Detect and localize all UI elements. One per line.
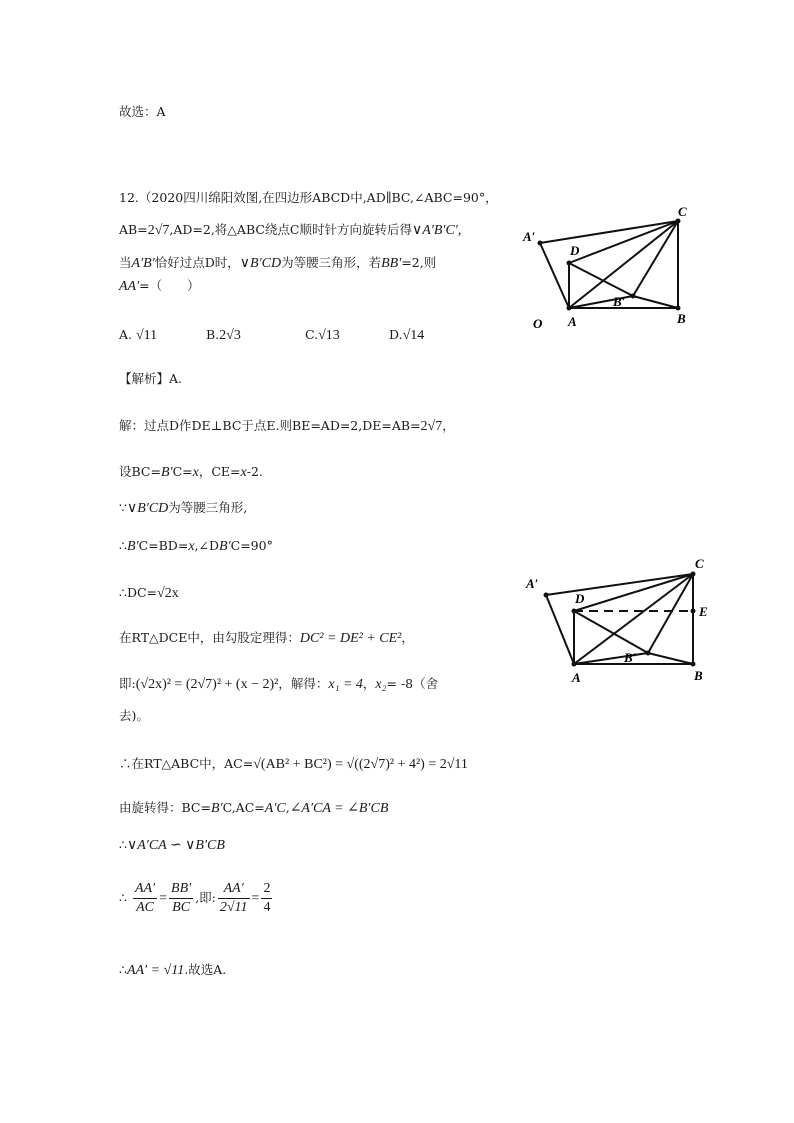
math: x xyxy=(188,539,195,554)
option-value: √11 xyxy=(136,328,158,343)
problem-header xyxy=(119,188,498,208)
text: = -8（舍 xyxy=(386,676,439,691)
text: C= xyxy=(172,464,193,479)
solution-line-9 xyxy=(119,754,468,775)
label-a: A xyxy=(568,314,577,329)
solution-line-6 xyxy=(119,628,414,649)
text: =2,则 xyxy=(401,255,437,270)
option-label: B. xyxy=(206,327,220,342)
denominator: AC xyxy=(136,900,154,915)
label-d: D xyxy=(575,591,585,606)
math: B′ xyxy=(210,801,223,816)
math: ∨B′CD xyxy=(239,256,282,271)
option-label: D. xyxy=(389,327,403,342)
label-e: E xyxy=(699,604,708,619)
solution-line-3 xyxy=(119,498,247,519)
text: ，CE= xyxy=(198,464,241,479)
text: ∴ xyxy=(119,837,127,852)
math: √2x xyxy=(157,586,179,601)
text: .故选A. xyxy=(184,962,227,977)
text: C=90° xyxy=(230,538,273,553)
solution-line-12 xyxy=(119,880,274,917)
equals: = xyxy=(159,891,168,906)
segment-b1b xyxy=(633,296,678,308)
text: 即: xyxy=(119,676,136,691)
solution-line-4 xyxy=(119,536,273,557)
text: ∴DC= xyxy=(119,585,158,600)
option-label: A. xyxy=(119,327,133,342)
label-b: B xyxy=(677,311,686,326)
option-label: C. xyxy=(305,327,319,342)
text: AB= xyxy=(119,222,148,237)
text: ,AD=2,将△ABC绕点C顺时针方向旋转后得 xyxy=(169,222,412,237)
label-c: C xyxy=(695,558,704,571)
text: ∵ xyxy=(119,500,127,515)
text: 当 xyxy=(119,255,132,270)
segment-dc xyxy=(569,221,678,263)
solution-line-8 xyxy=(119,706,149,726)
label-b-prime: B′ xyxy=(613,294,626,309)
math: x₂ xyxy=(375,677,387,692)
solution-line-7 xyxy=(119,674,438,695)
label-d: D xyxy=(570,243,580,258)
math: ∠A′CA = ∠B′CB xyxy=(289,801,389,816)
numerator: BB′ xyxy=(169,880,193,899)
text: C,AC= xyxy=(222,800,265,815)
option-d xyxy=(389,325,424,346)
math: x₁ = 4 xyxy=(328,677,363,692)
text: ， xyxy=(362,676,376,691)
math: B′ xyxy=(126,539,139,554)
label-o: O xyxy=(533,316,543,331)
text: =（ ） xyxy=(139,278,200,293)
math: DC² = DE² + CE² xyxy=(299,631,402,646)
math: AA′ xyxy=(119,279,140,294)
answer-text: 故选：A xyxy=(119,104,166,119)
text: ,∠D xyxy=(194,538,220,553)
text: 设BC= xyxy=(119,464,161,479)
label-b-prime: B′ xyxy=(624,650,637,665)
label-b: B xyxy=(694,668,703,683)
text: ， xyxy=(401,630,414,645)
solution-title: 【解析】A. xyxy=(119,371,183,386)
math: x xyxy=(240,465,247,480)
solution-line-5 xyxy=(119,583,179,604)
label-a-prime: A′ xyxy=(523,229,536,244)
fraction-bb-bc xyxy=(169,880,193,917)
problem-line-4 xyxy=(119,276,200,297)
denominator: 2√11 xyxy=(219,900,248,915)
option-value: √13 xyxy=(318,328,340,343)
math: ∨B′CD xyxy=(126,501,169,516)
problem-title: 12.（2020四川绵阳效图,在四边形ABCD中,AD∥BC,∠ABC=90°， xyxy=(119,190,498,205)
triangle-a1b1c xyxy=(546,574,693,664)
label-a: A xyxy=(572,670,581,685)
math: √(AB² + BC²) = √((2√7)² + 4²) = 2√11 xyxy=(253,757,468,772)
math: A′B′ xyxy=(131,256,155,271)
text: 恰好过点D时， xyxy=(154,255,240,270)
math: AA′ = √11 xyxy=(126,963,185,978)
equals: = xyxy=(251,891,260,906)
text: 为等腰三角形, xyxy=(168,500,248,515)
solution-header xyxy=(119,369,182,389)
fraction-aa-ac xyxy=(133,880,157,917)
text: 解：过点D作DE⊥BC于点E.则BE=AD=2,DE=AB= xyxy=(119,418,421,433)
text: ,即: xyxy=(195,890,216,905)
math: B′ xyxy=(219,539,231,554)
text: , xyxy=(285,800,290,815)
text: ∴ xyxy=(119,890,127,905)
label-a-prime: A′ xyxy=(526,576,539,591)
option-b xyxy=(206,325,241,346)
figure-1 xyxy=(520,205,700,335)
math: B′ xyxy=(160,465,173,480)
fraction-aa-2sqrt11 xyxy=(218,880,250,917)
segment-b1b xyxy=(648,653,693,664)
segment-db1 xyxy=(569,263,633,296)
math: 2√7 xyxy=(147,223,170,238)
denominator: BC xyxy=(172,900,191,915)
numerator: AA′ xyxy=(218,880,250,899)
option-value: √14 xyxy=(402,328,425,343)
numerator: AA′ xyxy=(133,880,157,899)
text: ∴ xyxy=(119,538,127,553)
triangle-a1b1c xyxy=(540,221,678,308)
option-a xyxy=(119,325,157,346)
math: 2√7 xyxy=(420,419,443,434)
math: A′C xyxy=(264,801,286,816)
text: 在RT△DCE中，由勾股定理得： xyxy=(119,630,300,645)
problem-line-2 xyxy=(119,220,461,241)
figure-2 xyxy=(520,558,720,688)
solution-line-13 xyxy=(119,960,226,981)
text: ，解得： xyxy=(278,676,329,691)
math: ∨A′B′C′, xyxy=(411,223,462,238)
answer-line xyxy=(119,102,166,122)
fraction-2-4 xyxy=(261,880,272,917)
math: (√2x)² = (2√7)² + (x − 2)² xyxy=(135,677,279,692)
numerator: 2 xyxy=(261,880,272,899)
option-value: 2√3 xyxy=(219,328,241,343)
math: x xyxy=(192,465,199,480)
text: -2. xyxy=(246,464,263,479)
solution-line-2 xyxy=(119,462,263,483)
text: 由旋转得：BC= xyxy=(119,800,211,815)
text: ∴ xyxy=(119,962,127,977)
text: ， xyxy=(442,418,455,433)
math: ∨A′CA ∽ ∨B′CB xyxy=(126,838,225,853)
solution-line-11 xyxy=(119,835,225,856)
text: C=BD= xyxy=(138,538,189,553)
solution-line-10 xyxy=(119,798,388,819)
solution-line-1 xyxy=(119,416,455,437)
text: ∴在RT△ABC中，AC= xyxy=(119,756,254,771)
denominator: 4 xyxy=(263,900,271,915)
text: 去)。 xyxy=(119,708,149,723)
option-c xyxy=(305,325,340,346)
math: BB′ xyxy=(381,256,402,271)
text: 为等腰三角形，若 xyxy=(281,255,382,270)
problem-line-3 xyxy=(119,253,436,274)
label-c: C xyxy=(678,205,687,219)
